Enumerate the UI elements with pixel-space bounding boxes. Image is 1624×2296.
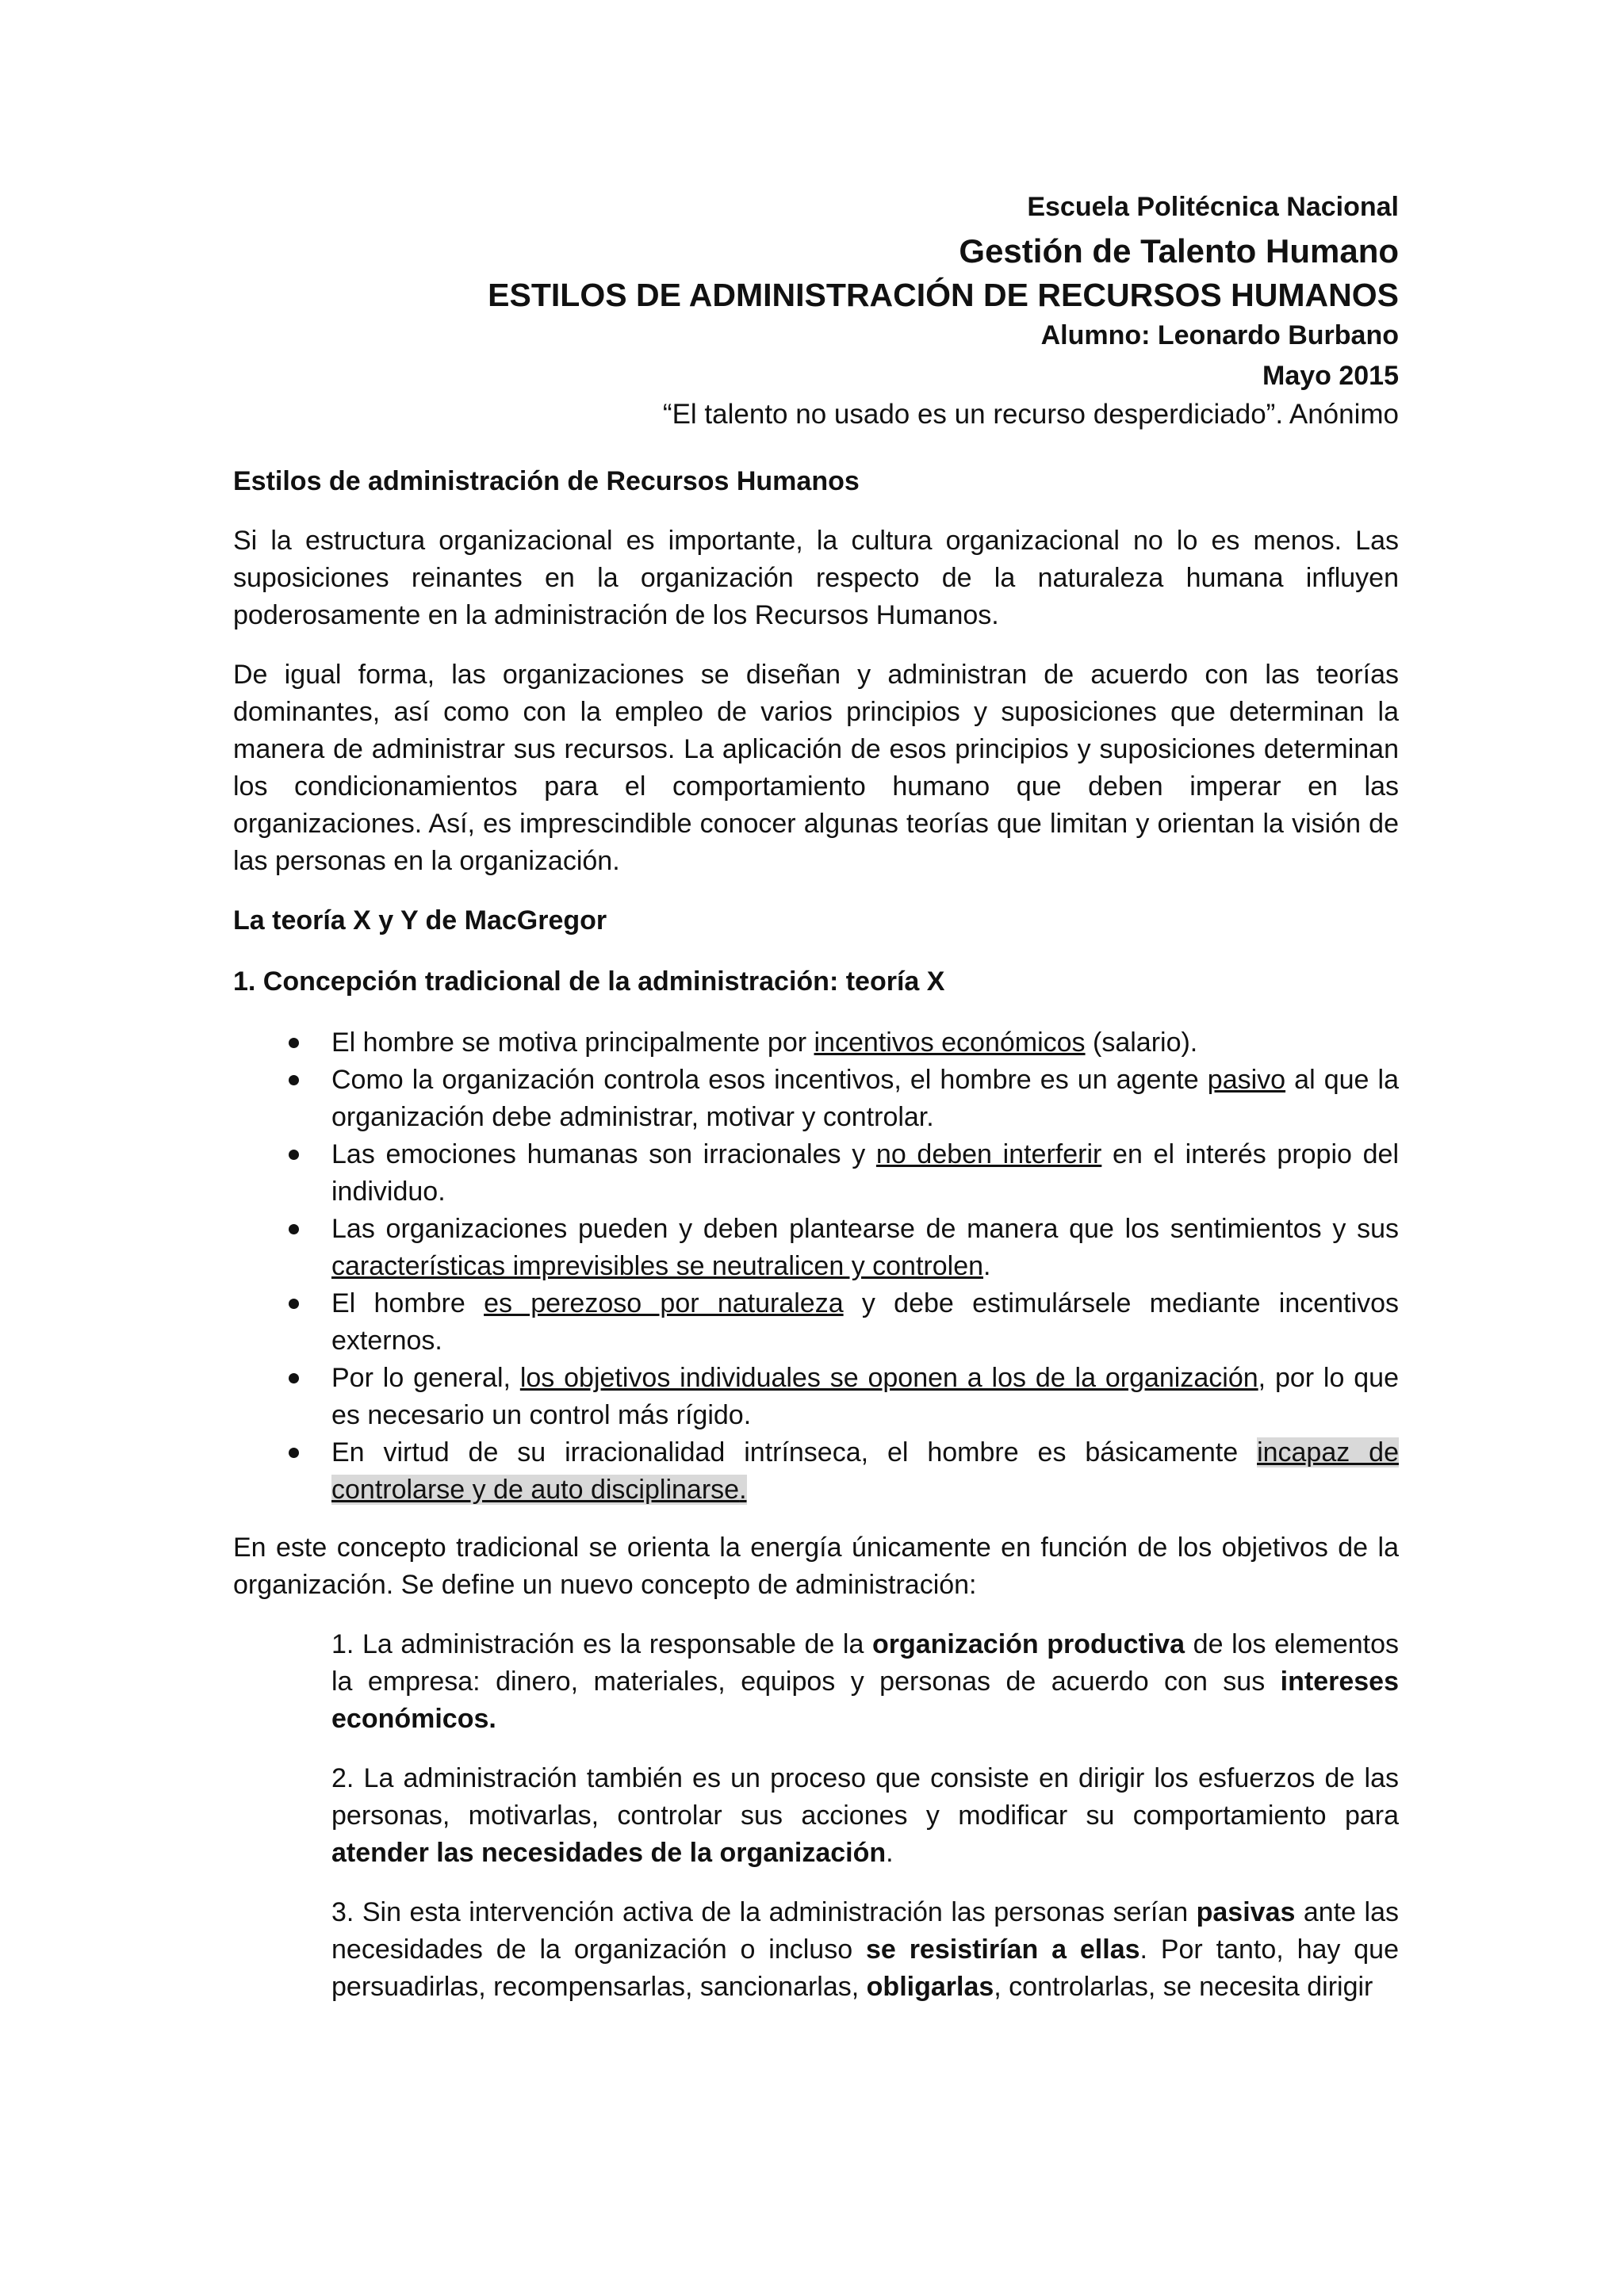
list-item: Las emociones humanas son irracionales y no deben interferir en el interés propio del individuo. (233, 1136, 1399, 1211)
course-title: Gestión de Talento Humano (959, 232, 1399, 270)
paragraph-3: En este concepto tradicional se orienta la energía únicamente en función de los objetivos de la organización. Se define un nuevo concepto de administración: (233, 1533, 1399, 1600)
bullet-icon (289, 1224, 299, 1234)
document-header (130, 190, 1399, 432)
bullet-icon (289, 1150, 299, 1160)
section-title: Estilos de administración de Recursos Humanos (233, 466, 860, 496)
list-item: El hombre se motiva principalmente por incentivos económicos (salario). (233, 1024, 1399, 1062)
numbered-item-3: 3. Sin esta intervención activa de la administración las personas serían pasivas ante las necesidades de la organización o incluso se resistirían a ellas. Por tanto, hay que persuadirlas, recompensarlas, sancionarlas, obligarlas, controlarlas, se necesita dirigir (331, 1897, 1400, 2002)
list-item: El hombre es perezoso por naturaleza y debe estimulársele mediante incentivos externos. (233, 1285, 1399, 1360)
document-body (233, 463, 1399, 2028)
institution-name: Escuela Politécnica Nacional (1027, 192, 1399, 222)
list-item: Por lo general, los objetivos individuales se oponen a los de la organización, por lo que es necesario un control más rígido. (233, 1360, 1399, 1434)
list-item: Las organizaciones pueden y deben plantearse de manera que los sentimientos y sus características imprevisibles se neutralicen y controlen. (233, 1211, 1399, 1285)
subsection-title: 1. Concepción tradicional de la administración: teoría X (233, 966, 945, 997)
bullet-icon (289, 1299, 299, 1309)
bullet-icon (289, 1373, 299, 1383)
bullet-icon (289, 1448, 299, 1458)
paragraph-2: De igual forma, las organizaciones se diseñan y administran de acuerdo con las teorías dominantes, así como con la empleo de varios principios y suposiciones que determinan la manera de administrar sus recursos. La aplicación de esos principios y suposiciones determinan los condicionamientos para el comportamiento humano que deben imperar en las organizaciones. Así, es imprescindible conocer algunas teorías que limitan y orientan la visión de las personas en la organización. (233, 660, 1399, 876)
bullet-icon (289, 1038, 299, 1048)
highlighted-text: incapaz de controlarse y de auto disciplinarse (331, 1437, 1399, 1505)
list-item: En virtud de su irracionalidad intrínseca, el hombre es básicamente incapaz de controlarse y de auto disciplinarse. (233, 1434, 1399, 1509)
numbered-item-2: 2. La administración también es un proceso que consiste en dirigir los esfuerzos de las personas, motivarlas, controlar sus acciones y modificar su comportamiento para atender las necesidades de la organización. (331, 1763, 1399, 1868)
theory-title: La teoría X y Y de MacGregor (233, 905, 607, 936)
numbered-item-1: 1. La administración es la responsable de la organización productiva de los elementos la empresa: dinero, materiales, equipos y personas de acuerdo con sus intereses económicos. (331, 1629, 1399, 1734)
theory-x-list (233, 1024, 1399, 1509)
epigraph-quote: “El talento no usado es un recurso desperdiciado”. Anónimo (662, 399, 1399, 430)
document-date: Mayo 2015 (1262, 360, 1399, 391)
paragraph-1: Si la estructura organizacional es importante, la cultura organizacional no lo es menos. Las suposiciones reinantes en la organización respecto de la naturaleza humana influyen poderosamente en la administración de los Recursos Humanos. (233, 526, 1399, 630)
bullet-icon (289, 1075, 299, 1085)
document-title: ESTILOS DE ADMINISTRACIÓN DE RECURSOS HUMANOS (488, 277, 1399, 313)
student-name: Alumno: Leonardo Burbano (1040, 320, 1399, 351)
list-item: Como la organización controla esos incentivos, el hombre es un agente pasivo al que la organización debe administrar, motivar y controlar. (233, 1062, 1399, 1136)
